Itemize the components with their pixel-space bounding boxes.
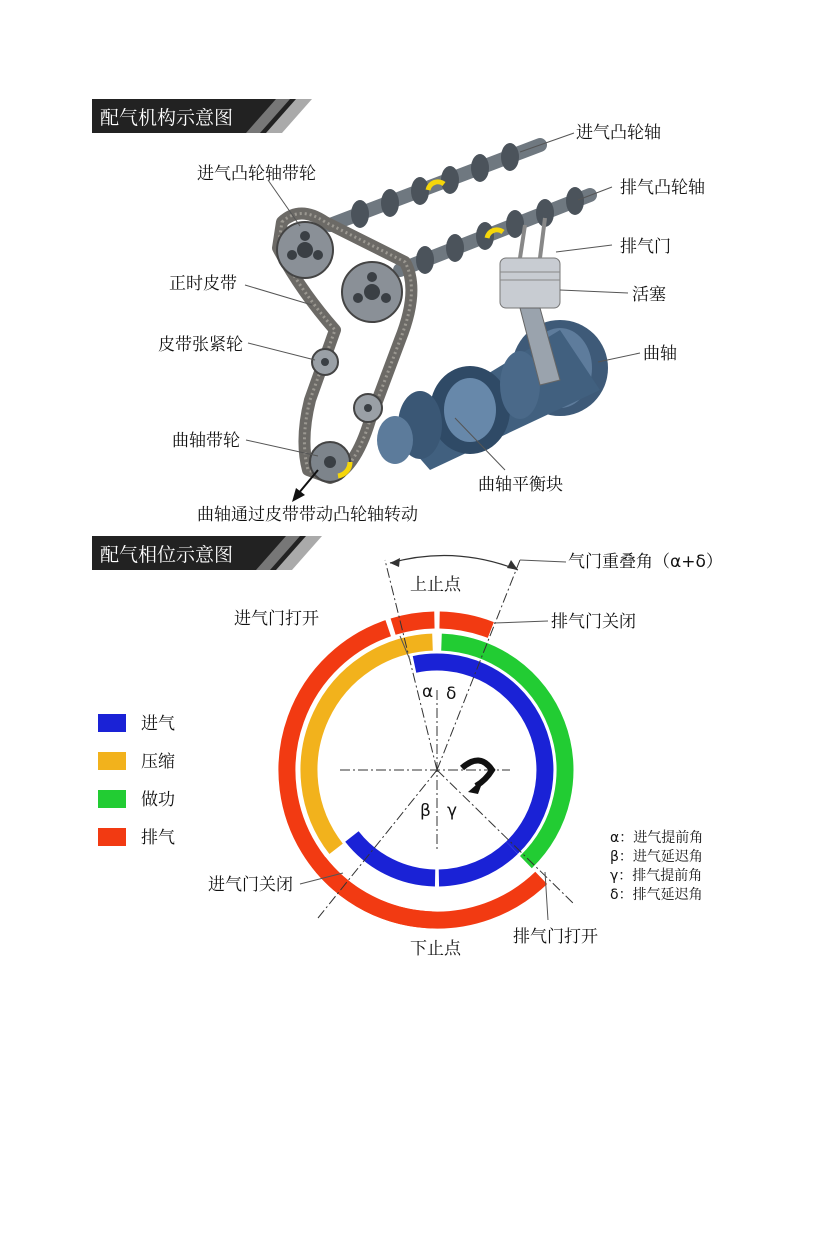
label-exhaust-camshaft: 排气凸轮轴 — [620, 178, 705, 198]
label-overlap-angle: 气门重叠角（α+δ） — [568, 552, 723, 572]
legend-swatch-compression — [98, 752, 126, 770]
intake-cam-pulley-graphic — [277, 222, 333, 278]
intake-arc-right — [415, 662, 545, 848]
mechanism-title-banner — [92, 99, 312, 133]
label-tdc: 上止点 — [410, 575, 461, 595]
valve-timing-diagram — [0, 530, 817, 970]
label-delta: δ — [446, 684, 457, 704]
intake-arc-bottom — [352, 837, 435, 879]
exhaust-cam-pulley-graphic — [342, 262, 402, 322]
label-intake-cam-pulley: 进气凸轮轴带轮 — [197, 164, 316, 184]
note-delta: δ：排气延迟角 — [610, 887, 703, 903]
crankshaft-graphic — [377, 320, 608, 470]
legend-label-power: 做功 — [141, 790, 175, 810]
phase-title-banner — [92, 536, 322, 570]
note-alpha: α：进气提前角 — [610, 830, 704, 846]
mechanism-title: 配气机构示意图 — [100, 107, 234, 129]
exhaust-arc-outer-tdc-right — [440, 620, 491, 630]
legend-label-intake: 进气 — [141, 714, 175, 734]
label-exhaust-open: 排气门打开 — [513, 927, 598, 947]
label-belt-tensioner: 皮带张紧轮 — [158, 335, 243, 355]
label-crankshaft: 曲轴 — [643, 344, 677, 364]
phase-title: 配气相位示意图 — [100, 544, 234, 566]
stroke-legend — [98, 714, 175, 848]
note-gamma: γ：排气提前角 — [610, 868, 703, 884]
label-intake-close: 进气门关闭 — [208, 875, 293, 895]
legend-swatch-exhaust — [98, 828, 126, 846]
overlap-arc — [390, 555, 518, 570]
label-intake-open: 进气门打开 — [234, 609, 319, 629]
idler-pulley-graphic — [354, 394, 382, 422]
rotation-direction-icon — [462, 760, 492, 794]
legend-swatch-power — [98, 790, 126, 808]
note-beta: β：进气延迟角 — [610, 849, 703, 865]
label-exhaust-valve: 排气门 — [620, 237, 671, 257]
legend-label-exhaust: 排气 — [141, 828, 175, 848]
exhaust-camshaft-graphic — [400, 187, 590, 274]
label-timing-belt: 正时皮带 — [169, 274, 237, 294]
label-intake-camshaft: 进气凸轮轴 — [576, 123, 661, 143]
belt-tensioner-graphic — [312, 349, 338, 375]
label-crank-counterweight: 曲轴平衡块 — [478, 475, 563, 495]
mechanism-caption: 曲轴通过皮带带动凸轮轴转动 — [197, 505, 418, 525]
valve-train-illustration — [0, 0, 817, 540]
legend-swatch-intake — [98, 714, 126, 732]
label-alpha: α — [422, 682, 434, 702]
label-bdc: 下止点 — [410, 939, 461, 959]
intake-arc-bottom-right — [439, 848, 512, 878]
legend-label-compression: 压缩 — [141, 752, 175, 772]
label-piston: 活塞 — [632, 285, 666, 305]
crank-pulley-graphic — [310, 442, 350, 482]
angle-notes — [610, 829, 703, 903]
label-exhaust-close: 排气门关闭 — [551, 612, 636, 632]
exhaust-arc-outer-tdc-left — [393, 620, 434, 627]
label-beta: β — [420, 801, 431, 821]
label-gamma: γ — [447, 801, 458, 821]
label-crank-pulley: 曲轴带轮 — [172, 431, 240, 451]
